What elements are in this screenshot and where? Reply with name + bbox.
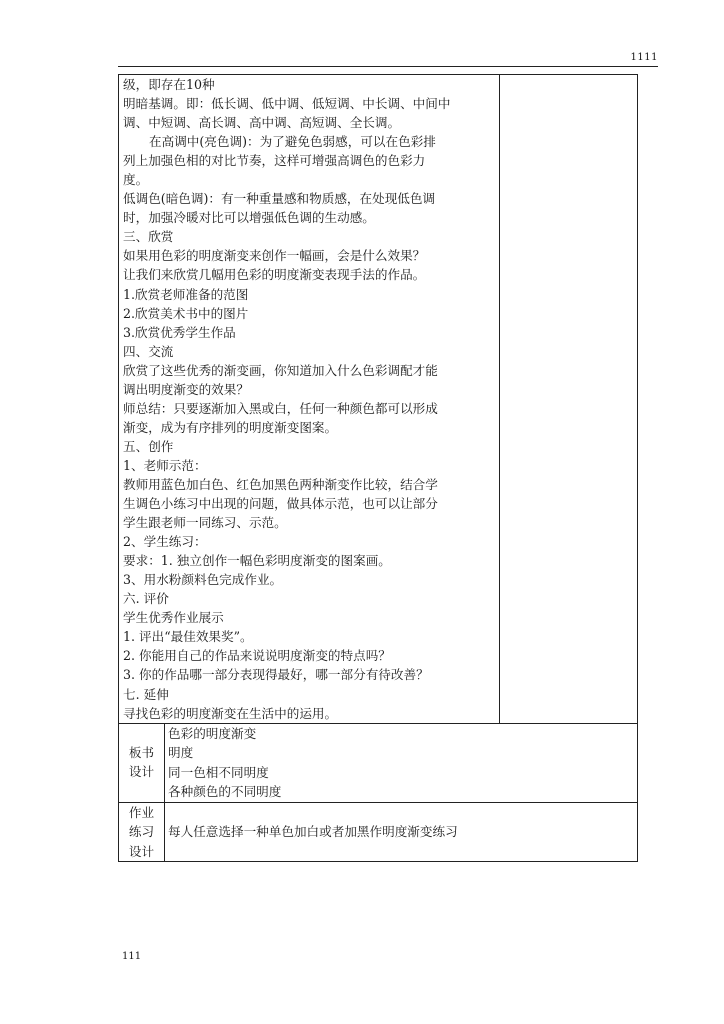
content-line: 渐变，成为有序排列的明度渐变图案。 (123, 419, 338, 435)
process-text (119, 75, 499, 723)
board-line: 各种颜色的不同明度 (168, 784, 282, 800)
teaching-process-row (119, 75, 638, 724)
board-label-line1: 板书 (128, 744, 155, 760)
board-line: 同一色相不同明度 (168, 764, 269, 780)
content-line: 1. 评出“最佳效果奖”。 (123, 629, 253, 645)
content-line: 级，即存在10种 (123, 77, 215, 92)
content-line: 七. 延伸 (123, 686, 169, 702)
homework-row (119, 802, 638, 862)
lesson-plan-table (118, 74, 638, 862)
board-content-cell (165, 723, 638, 802)
content-line: 度。 (123, 172, 149, 188)
content-line: 要求：1. 独立创作一幅色彩明度渐变的图案画。 (123, 553, 391, 569)
content-line: 让我们来欣赏几幅用色彩的明度渐变表现手法的作品。 (123, 267, 426, 283)
content-line: 3、用水粉颜料色完成作业。 (123, 572, 283, 588)
content-line: 五、创作 (123, 438, 174, 454)
content-line: 如果用色彩的明度渐变来创作一幅画，会是什么效果？ (123, 248, 426, 264)
board-line: 明度 (168, 745, 194, 761)
content-line: 师总结：只要逐渐加入黑或白，任何一种颜色都可以形成 (123, 400, 438, 416)
content-line: 3. 你的作品哪一部分表现得最好，哪一部分有待改善？ (123, 667, 429, 683)
content-line: 时，加强冷暖对比可以增强低色调的生动感。 (123, 210, 375, 226)
content-line: 1、老师示范： (123, 457, 207, 473)
notes-cell (500, 75, 638, 724)
content-line: 明暗基调。即：低长调、低中调、低短调、中长调、中间中 (123, 96, 451, 112)
content-line: 在高调中(亮色调)：为了避免色弱感，可以在色彩排 (149, 134, 436, 150)
content-line: 教师用蓝色加白色、红色加黑色两种渐变作比较，结合学 (123, 476, 438, 492)
content-line: 三、欣赏 (123, 229, 174, 245)
content-line: 2.欣赏美术书中的图片 (123, 305, 249, 321)
homework-label-line3: 设计 (128, 843, 155, 859)
header-rule (118, 66, 658, 67)
board-design-row (119, 723, 638, 802)
content-line: 调出明度渐变的效果？ (123, 381, 249, 397)
content-line: 2. 你能用自己的作品来说说明度渐变的特点吗？ (123, 648, 391, 664)
content-line: 调、中短调、高长调、高中调、高短调、全长调。 (123, 115, 401, 131)
content-line: 列上加强色相的对比节奏，这样可增强高调色的色彩力 (123, 153, 426, 169)
content-line: 寻找色彩的明度渐变在生活中的运用。 (123, 705, 338, 721)
footer-page-code: 111 (122, 951, 142, 962)
process-content-cell (119, 75, 500, 724)
header-page-code: 1111 (630, 52, 658, 63)
board-line: 色彩的明度渐变 (168, 725, 257, 741)
content-line: 六. 评价 (123, 591, 169, 607)
content-line: 低调色(暗色调)：有一种重量感和物质感，在处现低色调 (123, 191, 436, 207)
content-line: 1.欣赏老师准备的范图 (123, 286, 249, 302)
content-line: 四、交流 (123, 343, 174, 359)
content-line: 欣赏了这些优秀的渐变画，你知道加入什么色彩调配才能 (123, 362, 438, 378)
content-line: 学生跟老师一同练习、示范。 (123, 515, 287, 531)
content-line: 生调色小练习中出现的问题，做具体示范，也可以让部分 (123, 496, 438, 512)
homework-content-cell (165, 802, 638, 862)
content-line: 3.欣赏优秀学生作品 (123, 324, 236, 340)
content-line: 学生优秀作业展示 (123, 610, 224, 626)
homework-label-cell (119, 802, 165, 862)
homework-text: 每人任意选择一种单色加白或者加黑作明度渐变练习 (168, 823, 458, 839)
homework-label-line1: 作业 (128, 804, 155, 820)
content-line: 2、学生练习： (123, 534, 207, 550)
board-label-line2: 设计 (128, 764, 155, 780)
homework-label-line2: 练习 (128, 824, 155, 840)
board-label-cell (119, 723, 165, 802)
